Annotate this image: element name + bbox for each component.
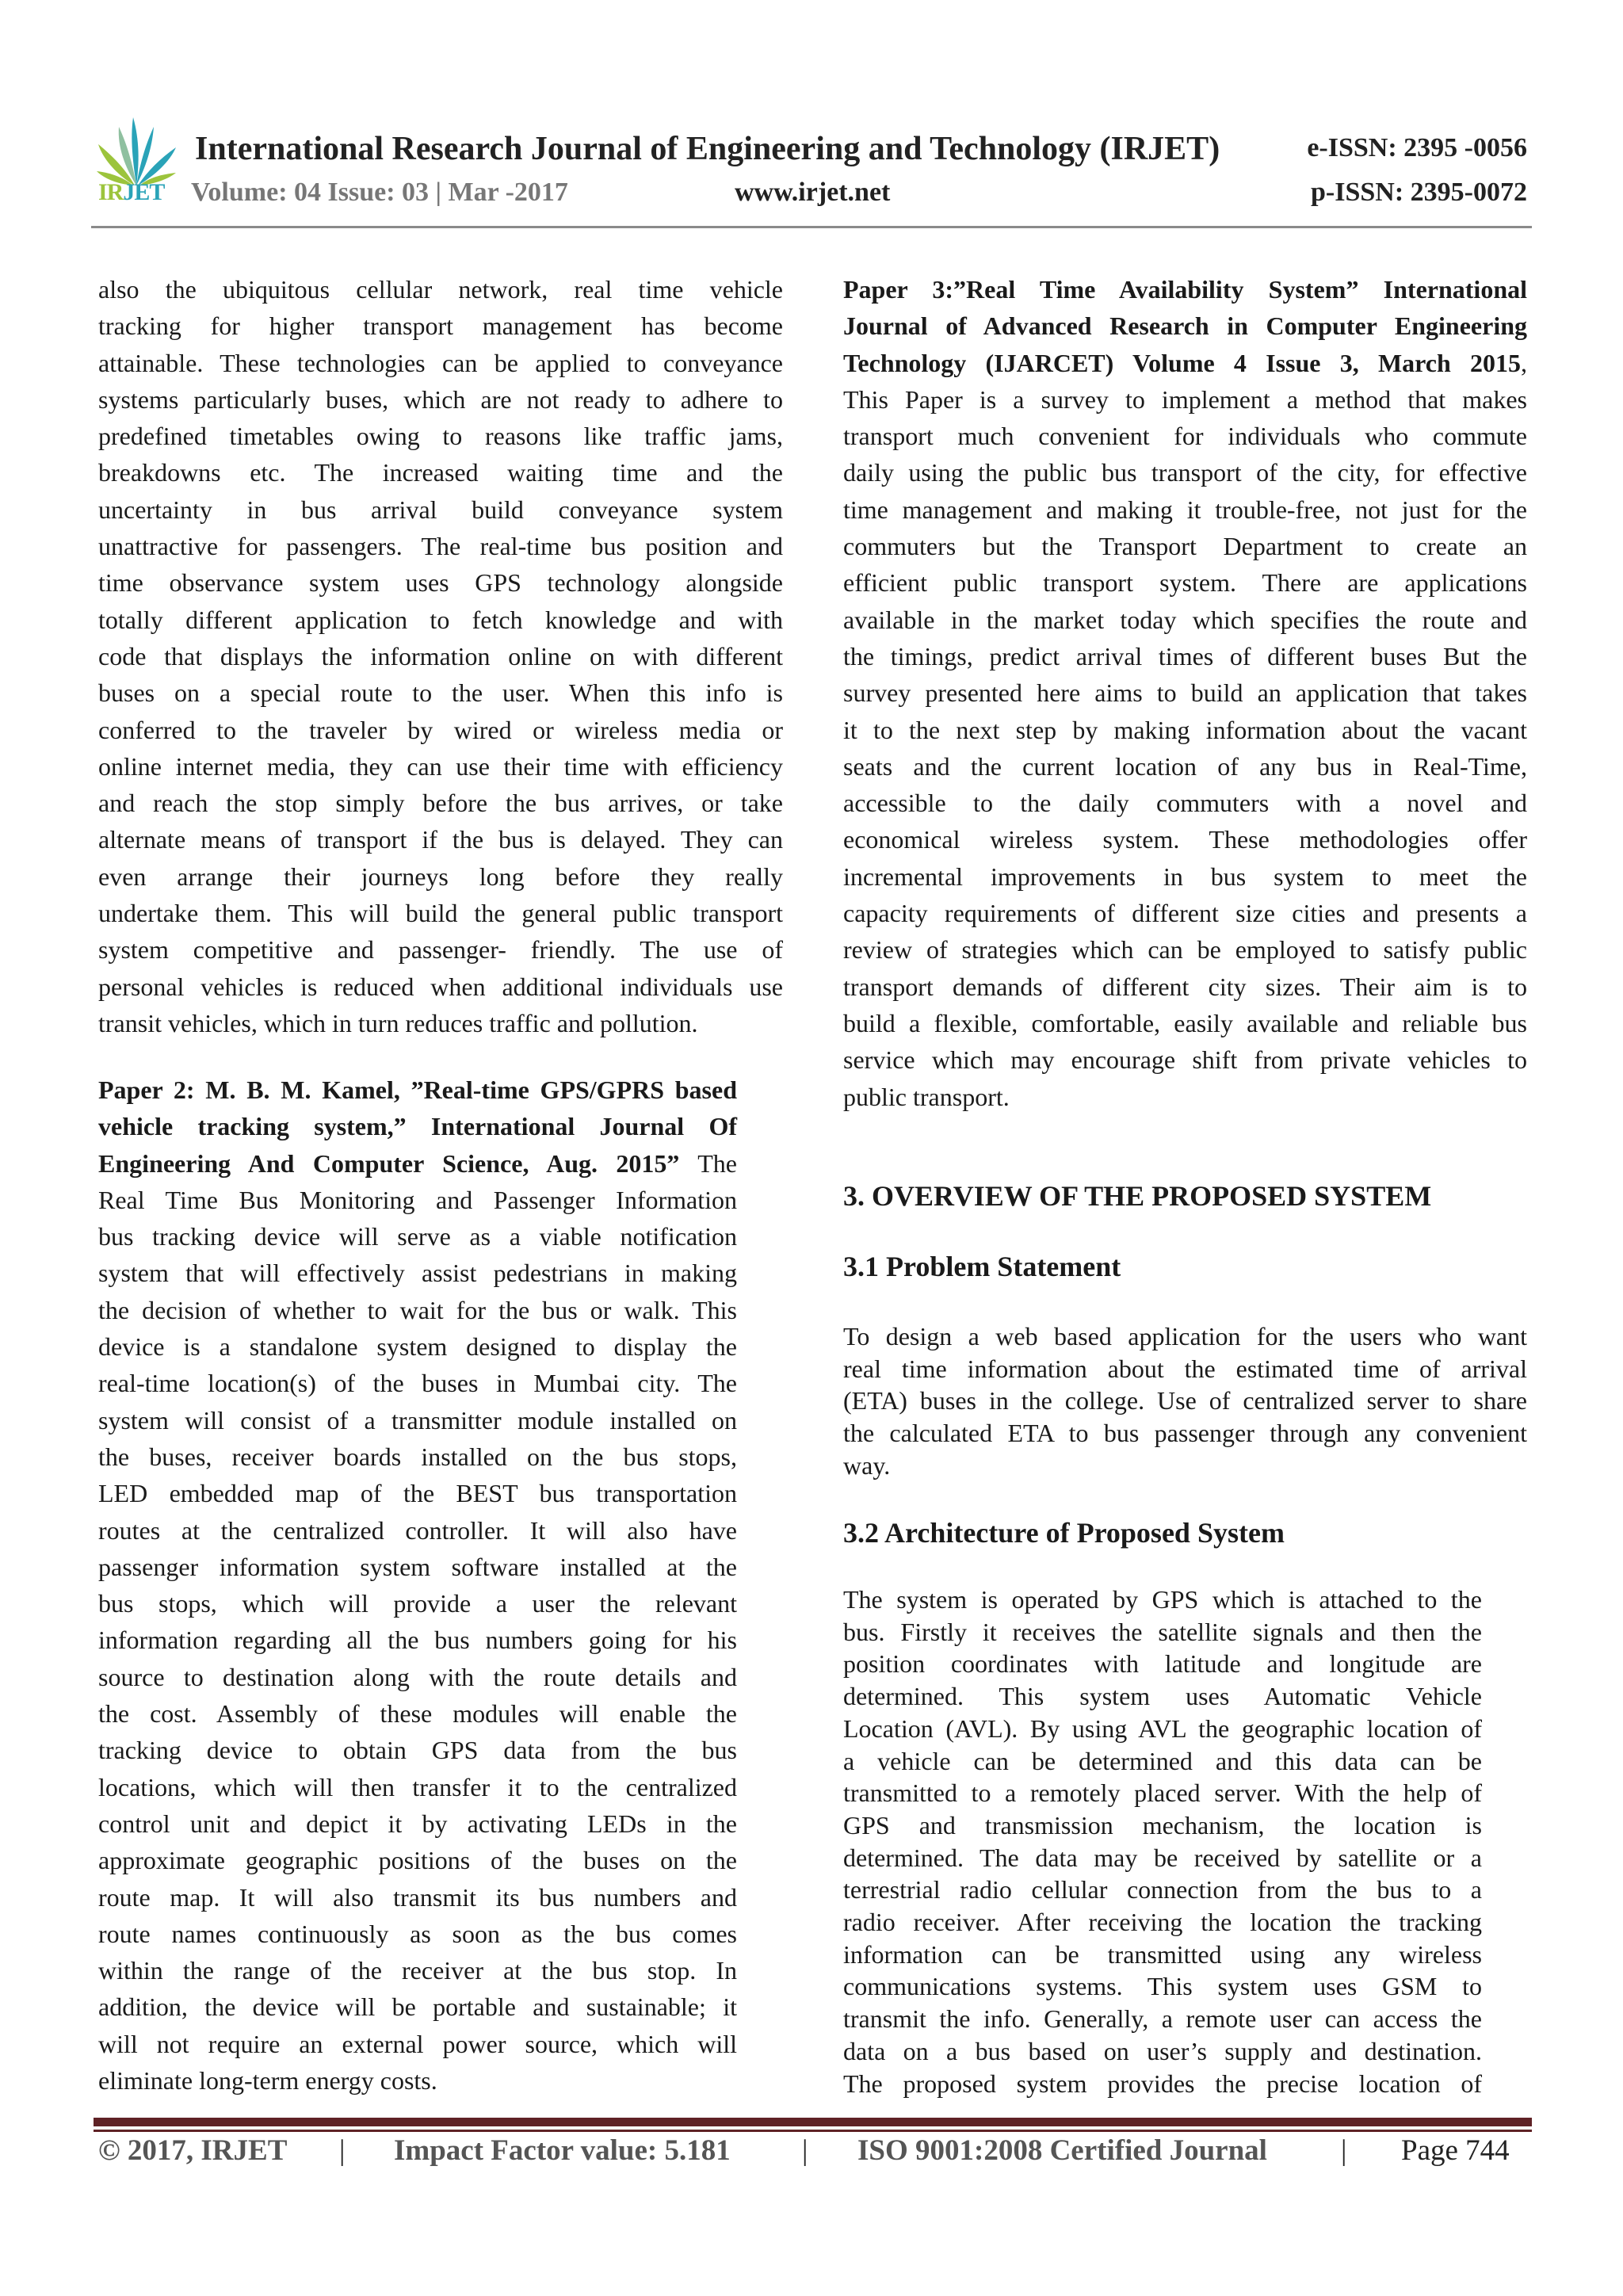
text-line: commuters but the Transport Department to create an bbox=[843, 532, 1527, 561]
text-line: predefined timetables owing to reasons like traffic jams, bbox=[98, 422, 783, 451]
text-line: it to the next step by making information about the vacant bbox=[843, 715, 1527, 744]
text-line: personal vehicles is reduced when additional individuals use bbox=[98, 972, 783, 1001]
text-line: incremental improvements in bus system to meet the bbox=[843, 861, 1527, 891]
text-line: system that will effectively assist pedestrians in making bbox=[98, 1259, 737, 1288]
text-line: The system is operated by GPS which is attached to the bbox=[843, 1585, 1482, 1614]
footer-page-number: Page 744 bbox=[1401, 2134, 1510, 2167]
text-line: system will consist of a transmitter module installed on bbox=[98, 1405, 737, 1435]
text-line: build a flexible, comfortable, easily available and reliable bus bbox=[843, 1008, 1527, 1037]
text-line: daily using the public bus transport of the city, for effective bbox=[843, 458, 1527, 487]
text-line: public transport. bbox=[843, 1082, 1010, 1111]
text-line: approximate geographic positions of the buses on the bbox=[98, 1846, 737, 1875]
text-line: undertake them. This will build the general public transport bbox=[98, 899, 783, 928]
body-text: , bbox=[1521, 348, 1527, 377]
text-line: transport much convenient for individuals who commute bbox=[843, 422, 1527, 451]
text-line: The proposed system provides the precise location of bbox=[843, 2069, 1482, 2098]
text-line: seats and the current location of any bus in Real-Time, bbox=[843, 751, 1527, 781]
text-line: and reach the stop simply before the bus arrives, or take bbox=[98, 789, 783, 818]
text-line: control unit and depict it by activating LEDs in the bbox=[98, 1809, 737, 1838]
header-divider bbox=[91, 226, 1532, 228]
paragraph-paper3 bbox=[843, 271, 1527, 1115]
footer-separator: | bbox=[1341, 2134, 1347, 2167]
text-line: systems particularly buses, which are not ready to adhere to bbox=[98, 384, 783, 414]
text-line: code that displays the information online on with different bbox=[98, 641, 783, 670]
text-line: attainable. These technologies can be applied to conveyance bbox=[98, 348, 783, 377]
text-line: the buses, receiver boards installed on the bus stops, bbox=[98, 1442, 737, 1471]
text-line: terrestrial radio cellular connection from the bus to a bbox=[843, 1875, 1482, 1904]
text-line: unattractive for passengers. The real-time bus position and bbox=[98, 532, 783, 561]
text-line: also the ubiquitous cellular network, real time vehicle bbox=[98, 275, 783, 304]
text-line bbox=[843, 345, 1527, 381]
text-line: route map. It will also transmit its bus numbers and bbox=[98, 1882, 737, 1912]
text-line: Real Time Bus Monitoring and Passenger Information bbox=[98, 1185, 737, 1214]
text-line: real-time location(s) of the buses in Mumbai city. The bbox=[98, 1369, 737, 1398]
text-line: information can be transmitted using any wireless bbox=[843, 1939, 1482, 1969]
text-line: To design a web based application for the users who want bbox=[843, 1322, 1527, 1350]
text-line: time observance system uses GPS technology alongside bbox=[98, 568, 783, 598]
text-line: online internet media, they can use their time with efficiency bbox=[98, 751, 783, 781]
text-line: determined. The data may be received by satellite or a bbox=[843, 1843, 1482, 1872]
text-line: available in the market today which specifies the route and bbox=[843, 605, 1527, 634]
text-line: breakdowns etc. The increased waiting time and the bbox=[98, 458, 783, 487]
text-line: capacity requirements of different size cities and presents a bbox=[843, 899, 1527, 928]
text-line bbox=[843, 308, 1527, 344]
text-line: This Paper is a survey to implement a method that makes bbox=[843, 384, 1527, 414]
text-line: economical wireless system. These methodologies offer bbox=[843, 825, 1527, 854]
text-line: real time information about the estimated time of arrival bbox=[843, 1354, 1527, 1383]
text-line: information regarding all the bus numbers going for his bbox=[98, 1626, 737, 1655]
text-line: totally different application to fetch knowledge and with bbox=[98, 605, 783, 634]
bold-citation-text: Paper 3:”Real Time Availability System” International bbox=[843, 275, 1527, 304]
text-line: passenger information system software installed at the bbox=[98, 1552, 737, 1581]
text-line: data on a bus based on user’s supply and destination. bbox=[843, 2036, 1482, 2065]
text-line: the timings, predict arrival times of different buses But the bbox=[843, 641, 1527, 670]
paragraph-paper2 bbox=[98, 1072, 737, 2099]
text-line: GPS and transmission mechanism, the location is bbox=[843, 1810, 1482, 1839]
text-line: route names continuously as soon as the bus comes bbox=[98, 1919, 737, 1948]
text-line: conferred to the traveler by wired or wireless media or bbox=[98, 715, 783, 744]
text-line: bus stops, which will provide a user the relevant bbox=[98, 1589, 737, 1618]
text-line: transmitted to a remotely placed server. With the help of bbox=[843, 1778, 1482, 1808]
text-line: routes at the centralized controller. It will also have bbox=[98, 1515, 737, 1545]
website-link[interactable]: www.irjet.net bbox=[735, 178, 891, 207]
text-line: alternate means of transport if the bus is delayed. They can bbox=[98, 825, 783, 854]
footer-separator: | bbox=[339, 2134, 346, 2167]
text-line: survey presented here aims to build an application that takes bbox=[843, 678, 1527, 708]
text-line: accessible to the daily commuters with a novel and bbox=[843, 789, 1527, 818]
text-line: the cost. Assembly of these modules will enable the bbox=[98, 1699, 737, 1729]
text-line: will not require an external power source, which will bbox=[98, 2029, 737, 2058]
paragraph-intro bbox=[98, 271, 783, 1041]
text-line: review of strategies which can be employed to satisfy public bbox=[843, 935, 1527, 965]
text-line: the calculated ETA to bus passenger through any convenient bbox=[843, 1419, 1527, 1448]
bold-citation-text: Engineering And Computer Science, Aug. 2015” bbox=[98, 1148, 680, 1178]
body-text: The bbox=[679, 1148, 738, 1178]
footer-copyright: © 2017, IRJET bbox=[98, 2134, 288, 2167]
text-line: buses on a special route to the user. When this info is bbox=[98, 678, 783, 708]
text-line: communications systems. This system uses GSM to bbox=[843, 1972, 1482, 2001]
text-line: tracking device to obtain GPS data from the bus bbox=[98, 1736, 737, 1765]
text-line bbox=[843, 271, 1527, 308]
volume-issue: Volume: 04 Issue: 03 | Mar -2017 bbox=[191, 178, 568, 207]
paragraph-architecture bbox=[843, 1584, 1482, 2099]
section-heading-3-1: 3.1 Problem Statement bbox=[843, 1251, 1121, 1282]
section-heading-3: 3. OVERVIEW OF THE PROPOSED SYSTEM bbox=[843, 1180, 1432, 1212]
text-line: determined. This system uses Automatic Vehicle bbox=[843, 1682, 1482, 1711]
text-line bbox=[98, 1145, 737, 1182]
footer-bar-thin bbox=[94, 2130, 1532, 2132]
text-line: uncertainty in bus arrival build conveyance system bbox=[98, 495, 783, 524]
text-line: transmit the info. Generally, a remote user can access the bbox=[843, 2004, 1482, 2034]
bold-citation-text: vehicle tracking system,” International Journal Of bbox=[98, 1112, 737, 1141]
text-line: LED embedded map of the BEST bus transportation bbox=[98, 1479, 737, 1508]
paragraph-problem-statement bbox=[843, 1320, 1527, 1482]
text-line: system competitive and passenger- friendly. The use of bbox=[98, 935, 783, 965]
text-line: device is a standalone system designed to display the bbox=[98, 1332, 737, 1362]
text-line bbox=[98, 1072, 737, 1108]
e-issn: e-ISSN: 2395 -0056 bbox=[1307, 133, 1527, 162]
text-line: eliminate long-term energy costs. bbox=[98, 2066, 437, 2095]
footer-iso: ISO 9001:2008 Certified Journal bbox=[857, 2134, 1267, 2167]
bold-citation-text: Journal of Advanced Research in Computer Engineering bbox=[843, 311, 1527, 341]
footer-impact-factor: Impact Factor value: 5.181 bbox=[394, 2134, 731, 2167]
text-line bbox=[98, 1108, 737, 1144]
text-line: even arrange their journeys long before they really bbox=[98, 861, 783, 891]
logo-text: IRJET bbox=[98, 179, 165, 205]
footer-separator: | bbox=[802, 2134, 808, 2167]
bold-citation-text: Paper 2: M. B. M. Kamel, ”Real-time GPS/GPRS based bbox=[98, 1075, 737, 1104]
text-line: time management and making it trouble-free, not just for the bbox=[843, 495, 1527, 524]
text-line: locations, which will then transfer it to the centralized bbox=[98, 1772, 737, 1801]
text-line: service which may encourage shift from private vehicles to bbox=[843, 1045, 1527, 1075]
text-line: a vehicle can be determined and this data can be bbox=[843, 1746, 1482, 1775]
text-line: bus tracking device will serve as a viable notification bbox=[98, 1222, 737, 1251]
text-line: within the range of the receiver at the bus stop. In bbox=[98, 1956, 737, 1985]
text-line: way. bbox=[843, 1450, 891, 1480]
text-line: transport demands of different city sizes. Their aim is to bbox=[843, 972, 1527, 1001]
journal-title: International Research Journal of Engineering and Technology (IRJET) bbox=[195, 131, 1220, 167]
text-line: Location (AVL). By using AVL the geographic location of bbox=[843, 1713, 1482, 1743]
p-issn: p-ISSN: 2395-0072 bbox=[1311, 178, 1527, 207]
section-heading-3-2: 3.2 Architecture of Proposed System bbox=[843, 1517, 1285, 1549]
text-line: source to destination along with the route details and bbox=[98, 1662, 737, 1691]
text-line: radio receiver. After receiving the location the tracking bbox=[843, 1908, 1482, 1937]
bold-citation-text: Technology (IJARCET) Volume 4 Issue 3, March 2015 bbox=[843, 348, 1521, 377]
footer-bar bbox=[94, 2118, 1532, 2126]
text-line: efficient public transport system. There are applications bbox=[843, 568, 1527, 598]
text-line: bus. Firstly it receives the satellite signals and then the bbox=[843, 1617, 1482, 1646]
text-line: transit vehicles, which in turn reduces traffic and pollution. bbox=[98, 1008, 698, 1037]
text-line: tracking for higher transport management has become bbox=[98, 311, 783, 341]
text-line: the decision of whether to wait for the bus or walk. This bbox=[98, 1295, 737, 1324]
text-line: (ETA) buses in the college. Use of centralized server to share bbox=[843, 1386, 1527, 1415]
text-line: position coordinates with latitude and longitude are bbox=[843, 1649, 1482, 1679]
leaf-logo-icon bbox=[94, 116, 179, 187]
text-line: addition, the device will be portable and sustainable; it bbox=[98, 1992, 737, 2022]
